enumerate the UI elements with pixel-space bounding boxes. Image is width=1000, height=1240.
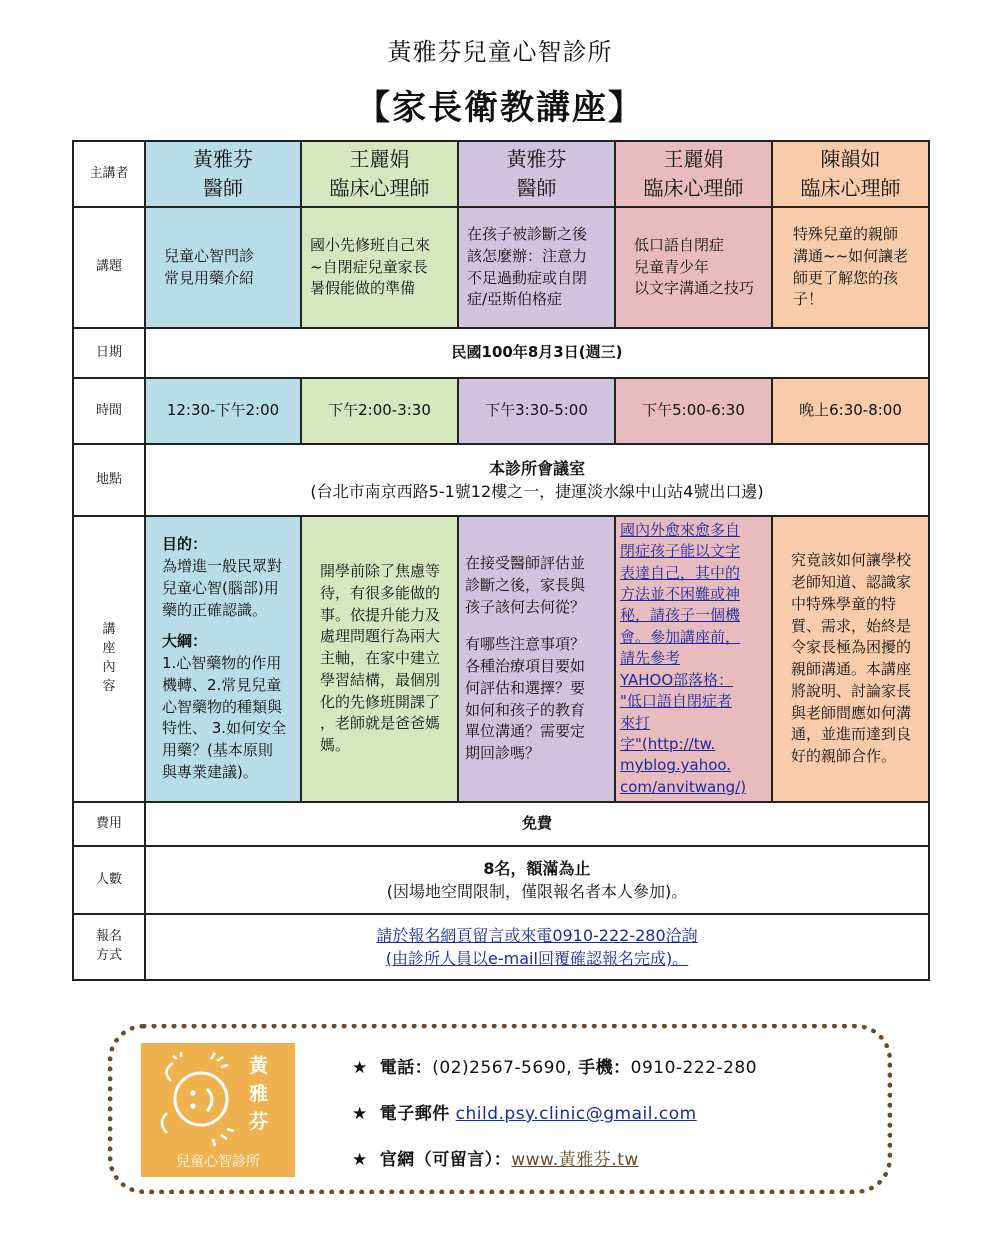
content-link-line[interactable]: 字"(http://tw. <box>620 735 716 754</box>
topic-4 <box>615 207 772 328</box>
content-line: 將說明、討論家長 <box>791 681 912 700</box>
content-line: 如何和孩子的教育 <box>465 700 586 719</box>
content-link-line[interactable]: 表達自己，其中的 <box>620 563 741 582</box>
website-label: 官網（可留言）： <box>379 1150 512 1170</box>
content-link-line[interactable]: YAHOO部落格： <box>620 670 734 689</box>
content-line: 機轉、2.常見兒童 <box>162 675 282 694</box>
speaker-role: 醫師 <box>516 176 557 200</box>
register-link-line-1[interactable]: 請於報名網頁留言或來電0910-222-280洽詢 <box>376 925 698 945</box>
clinic-logo <box>141 1043 295 1177</box>
content-line: ，老師就是爸爸媽 <box>320 714 441 733</box>
speaker-name: 王麗娟 <box>663 147 724 171</box>
star-icon: ★ <box>352 1104 368 1124</box>
topic-line: 子！ <box>793 290 824 309</box>
time-label: 時間 <box>73 378 145 444</box>
register-row <box>73 914 929 980</box>
content-2 <box>301 516 458 802</box>
topic-line: 常見用藥介紹 <box>164 268 255 287</box>
speaker-row <box>73 141 929 207</box>
content-line: 各種治療項目要如 <box>465 657 586 676</box>
people-main: 8名，額滿為止 <box>483 858 591 878</box>
date-value: 民國100年8月3日(週三) <box>145 328 929 378</box>
star-icon: ★ <box>352 1150 368 1170</box>
content-line: 處理問題行為兩大 <box>320 627 441 646</box>
topic-row <box>73 207 929 328</box>
time-4: 下午5:00-6:30 <box>615 378 772 444</box>
content-line: 與專業建議)。 <box>162 762 258 781</box>
email-line <box>352 1099 697 1124</box>
content-line: 診斷之後，家長與 <box>465 575 586 594</box>
content-1 <box>145 516 301 802</box>
content-3 <box>458 516 615 802</box>
website-line <box>352 1145 639 1170</box>
content-line: 在接受醫師評估並 <box>465 554 586 573</box>
email-link[interactable]: child.psy.clinic@gmail.com <box>455 1104 697 1124</box>
topic-2 <box>301 207 458 328</box>
content-link-line[interactable]: 方法並不困難或神 <box>620 584 741 603</box>
topic-line: 暑假能做的準備 <box>310 279 416 298</box>
content-line: 與老師間應如何溝 <box>791 703 912 722</box>
content-line: 質、需求，始終是 <box>791 616 912 635</box>
speaker-name: 黃雅芬 <box>506 147 567 171</box>
topic-line: 低口語自閉症 <box>634 235 725 254</box>
logo-char: 芬 <box>249 1111 269 1133</box>
content-label-char: 容 <box>102 678 116 694</box>
content-line: 特性、 3.如何安全 <box>162 719 287 738</box>
phone-label: 電話： <box>379 1058 433 1078</box>
content-4-link[interactable] <box>615 516 772 802</box>
content-line: 令家長極為困擾的 <box>791 638 912 657</box>
date-row <box>73 328 929 378</box>
register-label <box>73 914 145 980</box>
mobile-number: 0910-222-280 <box>630 1058 758 1078</box>
content-line: 化的先修班開課了 <box>320 692 441 711</box>
speaker-name: 王麗娟 <box>349 147 410 171</box>
topic-line: 特殊兒童的親師 <box>793 225 899 243</box>
topic-line: 師更了解您的孩 <box>793 268 899 287</box>
phone-number: (02)2567-5690, <box>432 1058 573 1078</box>
topic-label: 講題 <box>73 207 145 328</box>
content-label-char: 內 <box>102 660 116 675</box>
content-line: 1.心智藥物的作用 <box>162 654 282 673</box>
place-address: (台北市南京西路5-1號12樓之一，捷運淡水線中山站4號出口邊) <box>310 482 764 501</box>
content-line: 藥的正確認識。 <box>162 600 268 619</box>
content-line: 學習結構，最個別 <box>320 670 441 689</box>
content-line: 有哪些注意事項？ <box>465 635 586 654</box>
register-label-line: 方式 <box>95 948 122 963</box>
smiley-sun-icon <box>151 1051 251 1147</box>
content-link-line[interactable]: "低口語自閉症者 <box>620 692 732 711</box>
speaker-name: 陳韻如 <box>820 147 881 171</box>
content-line: 待，有很多能做的 <box>320 583 441 602</box>
topic-line: 症/亞斯伯格症 <box>467 290 563 309</box>
star-icon: ★ <box>352 1058 368 1078</box>
speaker-3 <box>458 141 615 207</box>
topic-5 <box>772 207 929 328</box>
content-line: 主軸，在家中建立 <box>320 649 441 668</box>
content-link-line[interactable]: 請先參考 <box>620 649 681 668</box>
place-label: 地點 <box>73 444 145 516</box>
content-line: 究竟該如何讓學校 <box>791 551 912 570</box>
place-value <box>145 444 929 516</box>
content-label-char: 講 <box>102 622 116 638</box>
time-row <box>73 378 929 444</box>
people-label: 人數 <box>73 846 145 914</box>
content-label <box>73 516 145 802</box>
fee-row <box>73 802 929 846</box>
lecture-schedule-table <box>72 140 930 981</box>
content-link-line[interactable]: myblog.yahoo. <box>620 756 732 775</box>
topic-1 <box>145 207 301 328</box>
content-link-line[interactable]: 閉症孩子能以文字 <box>620 542 741 561</box>
fee-value: 免費 <box>145 802 929 846</box>
date-label: 日期 <box>73 328 145 378</box>
content-line: 兒童心智(腦部)用 <box>162 578 279 597</box>
mobile-label: 手機： <box>578 1058 631 1078</box>
topic-line: 溝通~~如何讓老 <box>793 246 909 265</box>
content-line: 孩子該何去何從？ <box>465 597 586 616</box>
time-2: 下午2:00-3:30 <box>301 378 458 444</box>
content-link-line[interactable]: com/anvitwang/) <box>620 777 747 796</box>
logo-char: 黃 <box>249 1055 269 1077</box>
topic-line: 兒童青少年 <box>634 257 710 276</box>
content-line: 何評估和選擇？要 <box>465 678 586 697</box>
speaker-name: 黃雅芬 <box>193 147 253 171</box>
people-note: (因場地空間限制，僅限報名者本人參加)。 <box>386 882 688 901</box>
register-value[interactable] <box>145 914 929 980</box>
topic-line: ~自閉症兒童家長 <box>310 257 428 276</box>
speaker-1 <box>145 141 301 207</box>
content-line: 老師知道、認識家 <box>791 573 912 591</box>
people-row <box>73 846 929 914</box>
phone-line <box>352 1053 757 1078</box>
content-line: 用藥？(基本原則 <box>162 741 273 760</box>
content-line: 通，並進而達到良 <box>791 725 912 744</box>
topic-line: 以文字溝通之技巧 <box>634 279 755 298</box>
content-line: 事。依提升能力及 <box>320 605 441 624</box>
speaker-role: 臨床心理師 <box>643 176 744 200</box>
goal-heading: 目的： <box>162 535 208 554</box>
topic-line: 國小先修班自己來 <box>310 235 431 254</box>
speaker-label: 主講者 <box>73 141 145 207</box>
website-link[interactable]: www.黃雅芬.tw <box>511 1150 639 1170</box>
clinic-name: 黃雅芬兒童心智診所 <box>387 38 613 66</box>
register-label-line: 報名 <box>95 929 122 945</box>
speaker-role: 臨床心理師 <box>329 176 430 200</box>
topic-line: 兒童心智門診 <box>164 246 255 265</box>
time-1: 12:30-下午2:00 <box>145 378 301 444</box>
content-row <box>73 516 929 802</box>
content-line: 中特殊學童的特 <box>791 594 897 613</box>
content-line: 媽。 <box>320 736 351 755</box>
content-line: 期回診嗎？ <box>465 744 541 763</box>
outline-heading: 大綱： <box>162 632 208 651</box>
content-label-char: 座 <box>102 641 116 657</box>
logo-clinic-name: 兒童心智診所 <box>176 1154 260 1170</box>
speaker-role: 臨床心理師 <box>800 176 901 200</box>
logo-char: 雅 <box>249 1083 269 1105</box>
speaker-role: 醫師 <box>203 176 243 200</box>
content-link-line[interactable]: 國內外愈來愈多自 <box>620 520 741 539</box>
place-row <box>73 444 929 516</box>
content-link-line[interactable]: 來打 <box>620 713 651 732</box>
time-5: 晚上6:30-8:00 <box>772 378 929 444</box>
content-line: 單位溝通？需要定 <box>465 722 586 741</box>
content-link-line[interactable]: 會。參加講座前， <box>620 627 741 646</box>
speaker-5 <box>772 141 929 207</box>
content-line: 親師溝通。本講座 <box>791 660 912 678</box>
content-5 <box>772 516 929 802</box>
topic-line: 在孩子被診斷之後 <box>467 225 588 243</box>
content-line: 開學前除了焦慮等 <box>320 562 441 581</box>
speaker-4 <box>615 141 772 207</box>
content-line: 心智藥物的種類與 <box>162 697 283 716</box>
speaker-2 <box>301 141 458 207</box>
register-link-line-2[interactable]: (由診所人員以e-mail回覆確認報名完成)。 <box>385 949 689 968</box>
time-3: 下午3:30-5:00 <box>458 378 615 444</box>
content-line: 好的親師合作。 <box>791 747 897 765</box>
topic-line: 該怎麼辦：注意力 <box>467 246 588 265</box>
content-link-line[interactable]: 秘，請孩子一個機 <box>620 606 741 625</box>
page-title: 【家長衛教講座】 <box>356 88 644 128</box>
place-name: 本診所會議室 <box>488 458 585 478</box>
topic-line: 不足過動症或自閉 <box>467 268 588 287</box>
people-value <box>145 846 929 914</box>
content-line: 為增進一般民眾對 <box>162 557 283 576</box>
fee-label: 費用 <box>73 802 145 846</box>
email-label: 電子郵件 <box>379 1104 450 1124</box>
topic-3 <box>458 207 615 328</box>
